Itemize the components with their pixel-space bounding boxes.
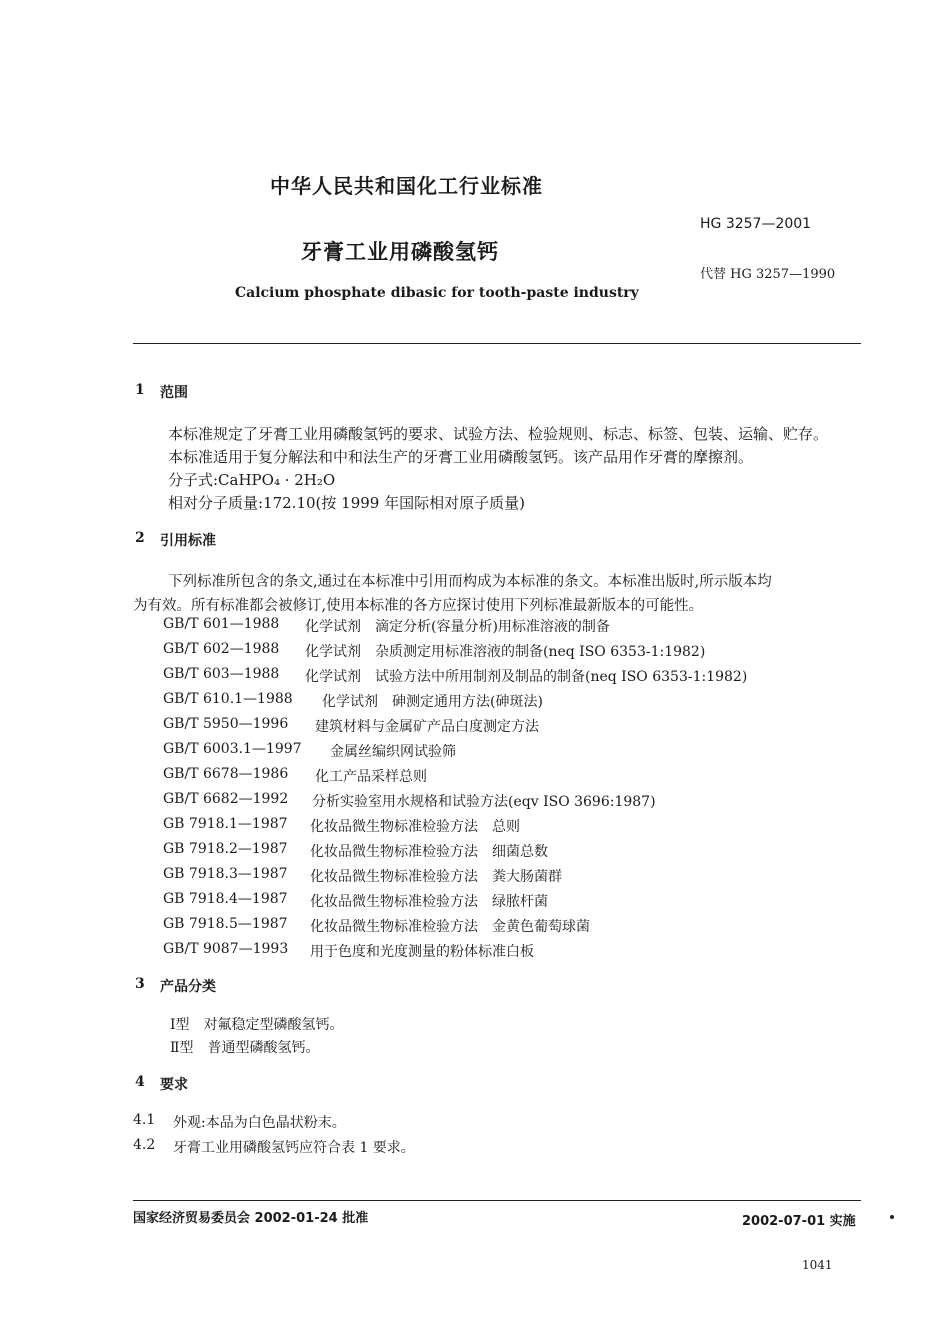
section-2-number: 2	[135, 530, 145, 546]
effective-date: 2002-07-01 实施	[742, 1214, 856, 1229]
reference-title: 化学试剂 砷测定通用方法(砷斑法)	[322, 694, 543, 710]
reference-code: GB/T 9087—1993	[163, 941, 289, 957]
reference-title: 化妆品微生物标准检验方法 细菌总数	[310, 844, 548, 860]
reference-title: 金属丝编织网试验筛	[330, 744, 456, 760]
reference-code: GB 7918.4—1987	[163, 891, 288, 907]
approval-statement: 国家经济贸易委员会 2002-01-24 批准	[133, 1211, 369, 1226]
reference-title: 化妆品微生物标准检验方法 绿脓杆菌	[310, 894, 548, 910]
reference-code: GB/T 5950—1996	[163, 716, 289, 732]
reference-title: 化学试剂 杂质测定用标准溶液的制备(neq ISO 6353-1:1982)	[305, 644, 706, 660]
reference-title: 化学试剂 滴定分析(容量分析)用标准溶液的制备	[305, 619, 610, 635]
clause-text: 外观:本品为白色晶状粉末。	[173, 1115, 346, 1131]
product-type-2: Ⅱ型 普通型磷酸氢钙。	[170, 1040, 320, 1056]
reference-code: GB 7918.1—1987	[163, 816, 288, 832]
reference-title: 分析实验室用水规格和试验方法(eqv ISO 3696:1987)	[312, 794, 656, 810]
molecular-weight: 相对分子质量:172.10(按 1999 年国际相对原子质量)	[168, 494, 525, 512]
section-3-heading: 产品分类	[160, 979, 216, 995]
section-3-number: 3	[135, 976, 145, 992]
reference-code: GB/T 610.1—1988	[163, 691, 293, 707]
section-4-heading: 要求	[160, 1077, 188, 1093]
section-2-intro: 为有效。所有标准都会被修订,使用本标准的各方应探讨使用下列标准最新版本的可能性。	[133, 598, 704, 614]
reference-title: 化妆品微生物标准检验方法 金黄色葡萄球菌	[310, 919, 590, 935]
bullet-mark	[890, 1215, 894, 1219]
standard-number: HG 3257—2001	[700, 216, 812, 232]
clause-number: 4.1	[133, 1112, 156, 1128]
reference-title: 用于色度和光度测量的粉体标准白板	[310, 944, 534, 960]
reference-code: GB 7918.3—1987	[163, 866, 288, 882]
section-1-paragraph: 本标准适用于复分解法和中和法生产的牙膏工业用磷酸氢钙。该产品用作牙膏的摩擦剂。	[168, 448, 754, 466]
reference-title: 建筑材料与金属矿产品白度测定方法	[315, 719, 539, 735]
reference-code: GB/T 602—1988	[163, 641, 280, 657]
product-type-1: Ⅰ型 对氟稳定型磷酸氢钙。	[170, 1017, 344, 1033]
clause-text: 牙膏工业用磷酸氢钙应符合表 1 要求。	[173, 1140, 415, 1156]
section-2-intro: 下列标准所包含的条文,通过在本标准中引用而构成为本标准的条文。本标准出版时,所示版本均	[168, 574, 772, 590]
reference-code: GB/T 6682—1992	[163, 791, 289, 807]
section-1-number: 1	[135, 382, 145, 398]
clause-number: 4.2	[133, 1137, 156, 1153]
reference-code: GB/T 6678—1986	[163, 766, 289, 782]
reference-code: GB/T 603—1988	[163, 666, 280, 682]
agency-title: 中华人民共和国化工行业标准	[270, 174, 543, 198]
reference-code: GB/T 601—1988	[163, 616, 280, 632]
reference-code: GB 7918.2—1987	[163, 841, 288, 857]
section-4-number: 4	[135, 1074, 145, 1090]
document-title-en: Calcium phosphate dibasic for tooth-paste industry	[235, 285, 639, 301]
page-number: 1041	[802, 1258, 833, 1272]
reference-code: GB 7918.5—1987	[163, 916, 288, 932]
document-title-cn: 牙膏工业用磷酸氢钙	[301, 240, 499, 264]
replaces-standard: 代替 HG 3257—1990	[700, 267, 836, 282]
reference-title: 化工产品采样总则	[315, 769, 427, 785]
molecular-formula: 分子式:CaHPO₄ · 2H₂O	[168, 471, 336, 489]
reference-title: 化妆品微生物标准检验方法 粪大肠菌群	[310, 869, 562, 885]
section-1-paragraph: 本标准规定了牙膏工业用磷酸氢钙的要求、试验方法、检验规则、标志、标签、包装、运输、贮存。	[168, 425, 829, 443]
section-1-heading: 范围	[160, 385, 188, 401]
reference-code: GB/T 6003.1—1997	[163, 741, 302, 757]
reference-title: 化妆品微生物标准检验方法 总则	[310, 819, 520, 835]
header-divider	[133, 343, 861, 344]
reference-title: 化学试剂 试验方法中所用制剂及制品的制备(neq ISO 6353-1:1982)	[305, 669, 748, 685]
footer-divider	[133, 1200, 861, 1201]
section-2-heading: 引用标准	[160, 533, 216, 549]
